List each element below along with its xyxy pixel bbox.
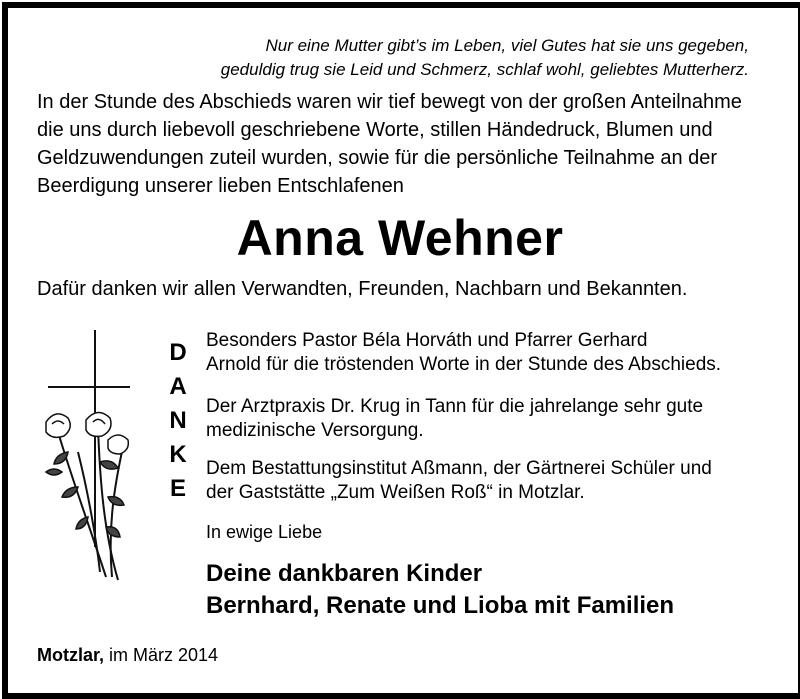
motto-line: geduldig trug sie Leid und Schmerz, schlaf wohl, geliebtes Mutterherz.: [220, 60, 749, 79]
danke-letter: K: [169, 441, 187, 468]
signers-line: Deine dankbaren Kinder: [206, 560, 483, 587]
deceased-name: Anna Wehner: [236, 210, 564, 266]
intro-line: Geldzuwendungen zuteil wurden, sowie für die persönliche Teilnahme an der: [37, 147, 718, 169]
thanks-doctor: [206, 395, 786, 443]
signers: [206, 558, 674, 622]
thanks-doctor-line: medizinische Versorgung.: [206, 420, 424, 441]
intro-line: Beerdigung unserer lieben Entschlafenen: [37, 175, 404, 197]
signers-line: Bernhard, Renate und Lioba mit Familien: [206, 592, 675, 619]
thanks-line: Dafür danken wir allen Verwandten, Freunden, Nachbarn und Bekannten.: [37, 278, 688, 300]
thanks-undertaker: [206, 457, 786, 505]
intro-text: [37, 88, 777, 200]
thanks-undertaker-line: der Gaststätte „Zum Weißen Roß“ in Motzlar.: [206, 482, 585, 503]
thanks-undertaker-line: Dem Bestattungsinstitut Aßmann, der Gärtnerei Schüler und: [206, 458, 712, 479]
date: im März 2014: [109, 645, 219, 665]
motto-line: Nur eine Mutter gibt’s im Leben, viel Gutes hat sie uns gegeben,: [265, 36, 749, 55]
danke-vertical: [166, 336, 190, 506]
closing-phrase: In ewige Liebe: [206, 522, 323, 542]
thanks-pastor-line: Besonders Pastor Béla Horváth und Pfarrer Gerhard: [206, 330, 648, 351]
motto-verse: [221, 34, 749, 82]
thanks-pastor-line: Arnold für die tröstenden Worte in der Stunde des Abschieds.: [206, 354, 722, 375]
danke-letter: E: [169, 475, 186, 502]
intro-line: In der Stunde des Abschieds waren wir tief bewegt von der großen Anteilnahme: [37, 91, 742, 113]
thanks-doctor-line: Der Arztpraxis Dr. Krug in Tann für die jahrelange sehr gute: [206, 396, 704, 417]
thanks-pastor: [206, 329, 786, 377]
place-date: [37, 643, 218, 667]
intro-line: die uns durch liebevoll geschriebene Worte, stillen Händedruck, Blumen und: [37, 119, 713, 141]
obituary-notice: [8, 8, 792, 687]
place: Motzlar,: [37, 645, 105, 665]
danke-letter: D: [169, 339, 187, 366]
danke-letter: N: [169, 407, 187, 434]
cross-with-roses-icon: [38, 322, 148, 584]
danke-letter: A: [169, 373, 187, 400]
